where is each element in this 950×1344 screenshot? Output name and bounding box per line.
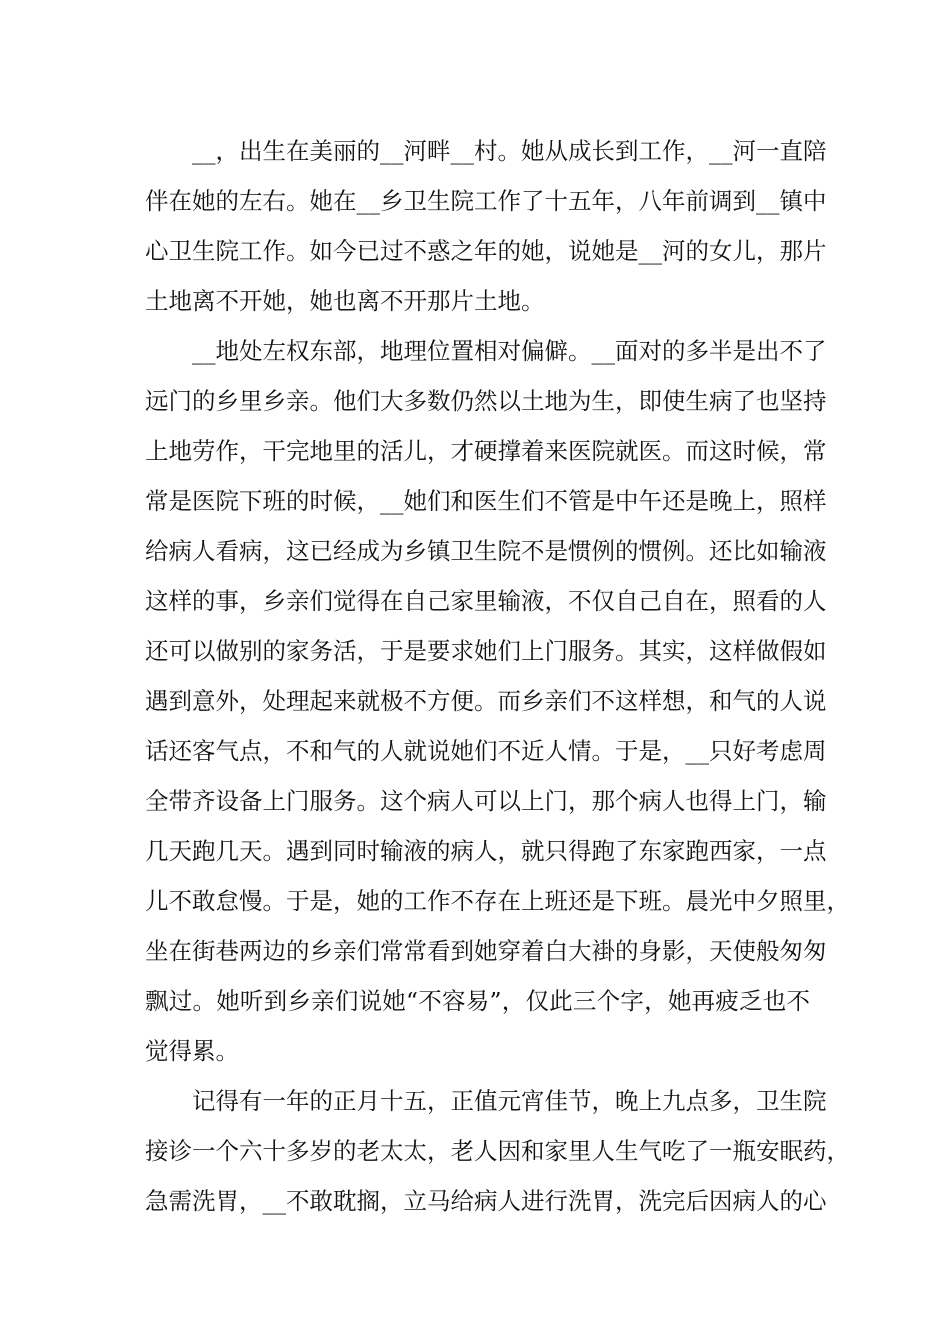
text-line: 远门的乡里乡亲。他们大多数仍然以土地为生，即使生病了也坚持 [145, 387, 827, 415]
text-line: 土地离不开她，她也离不开那片土地。 [145, 287, 545, 315]
text-line: 心卫生院工作。如今已过不惑之年的她，说她是__河的女儿，那片 [145, 237, 827, 265]
text-line: 伴在她的左右。她在__乡卫生院工作了十五年，八年前调到__镇中 [145, 187, 827, 215]
text-line: __，出生在美丽的__河畔__村。她从成长到工作，__河一直陪 [192, 137, 827, 165]
text-line: 记得有一年的正月十五，正值元宵佳节，晚上九点多，卫生院 [192, 1087, 827, 1115]
text-line: 常是医院下班的时候，__她们和医生们不管是中午还是晚上，照样 [145, 487, 827, 515]
text-line: 话还客气点，不和气的人就说她们不近人情。于是，__只好考虑周 [145, 737, 827, 765]
text-line: 飘过。她听到乡亲们说她“不容易”，仅此三个字，她再疲乏也不 [145, 987, 810, 1015]
text-line: __地处左权东部，地理位置相对偏僻。__面对的多半是出不了 [192, 337, 827, 365]
text-line: 全带齐设备上门服务。这个病人可以上门，那个病人也得上门，输 [145, 787, 827, 815]
text-line: 上地劳作，干完地里的活儿，才硬撑着来医院就医。而这时候，常 [145, 437, 827, 465]
text-line: 这样的事，乡亲们觉得在自己家里输液，不仅自己自在，照看的人 [145, 587, 827, 615]
text-line: 还可以做别的家务活，于是要求她们上门服务。其实，这样做假如 [145, 637, 827, 665]
text-line: 给病人看病，这已经成为乡镇卫生院不是惯例的惯例。还比如输液 [145, 537, 827, 565]
text-line: 急需洗胃，__不敢耽搁，立马给病人进行洗胃，洗完后因病人的心 [145, 1187, 827, 1215]
text-line: 遇到意外，处理起来就极不方便。而乡亲们不这样想，和气的人说 [145, 687, 827, 715]
text-line: 几天跑几天。遇到同时输液的病人，就只得跑了东家跑西家，一点 [145, 837, 827, 865]
text-line: 接诊一个六十多岁的老太太，老人因和家里人生气吃了一瓶安眠药， [145, 1137, 850, 1165]
text-line: 坐在街巷两边的乡亲们常常看到她穿着白大褂的身影，天使般匆匆 [145, 937, 827, 965]
text-line: 觉得累。 [145, 1037, 239, 1065]
text-line: 儿不敢怠慢。于是，她的工作不存在上班还是下班。晨光中夕照里， [145, 887, 850, 915]
